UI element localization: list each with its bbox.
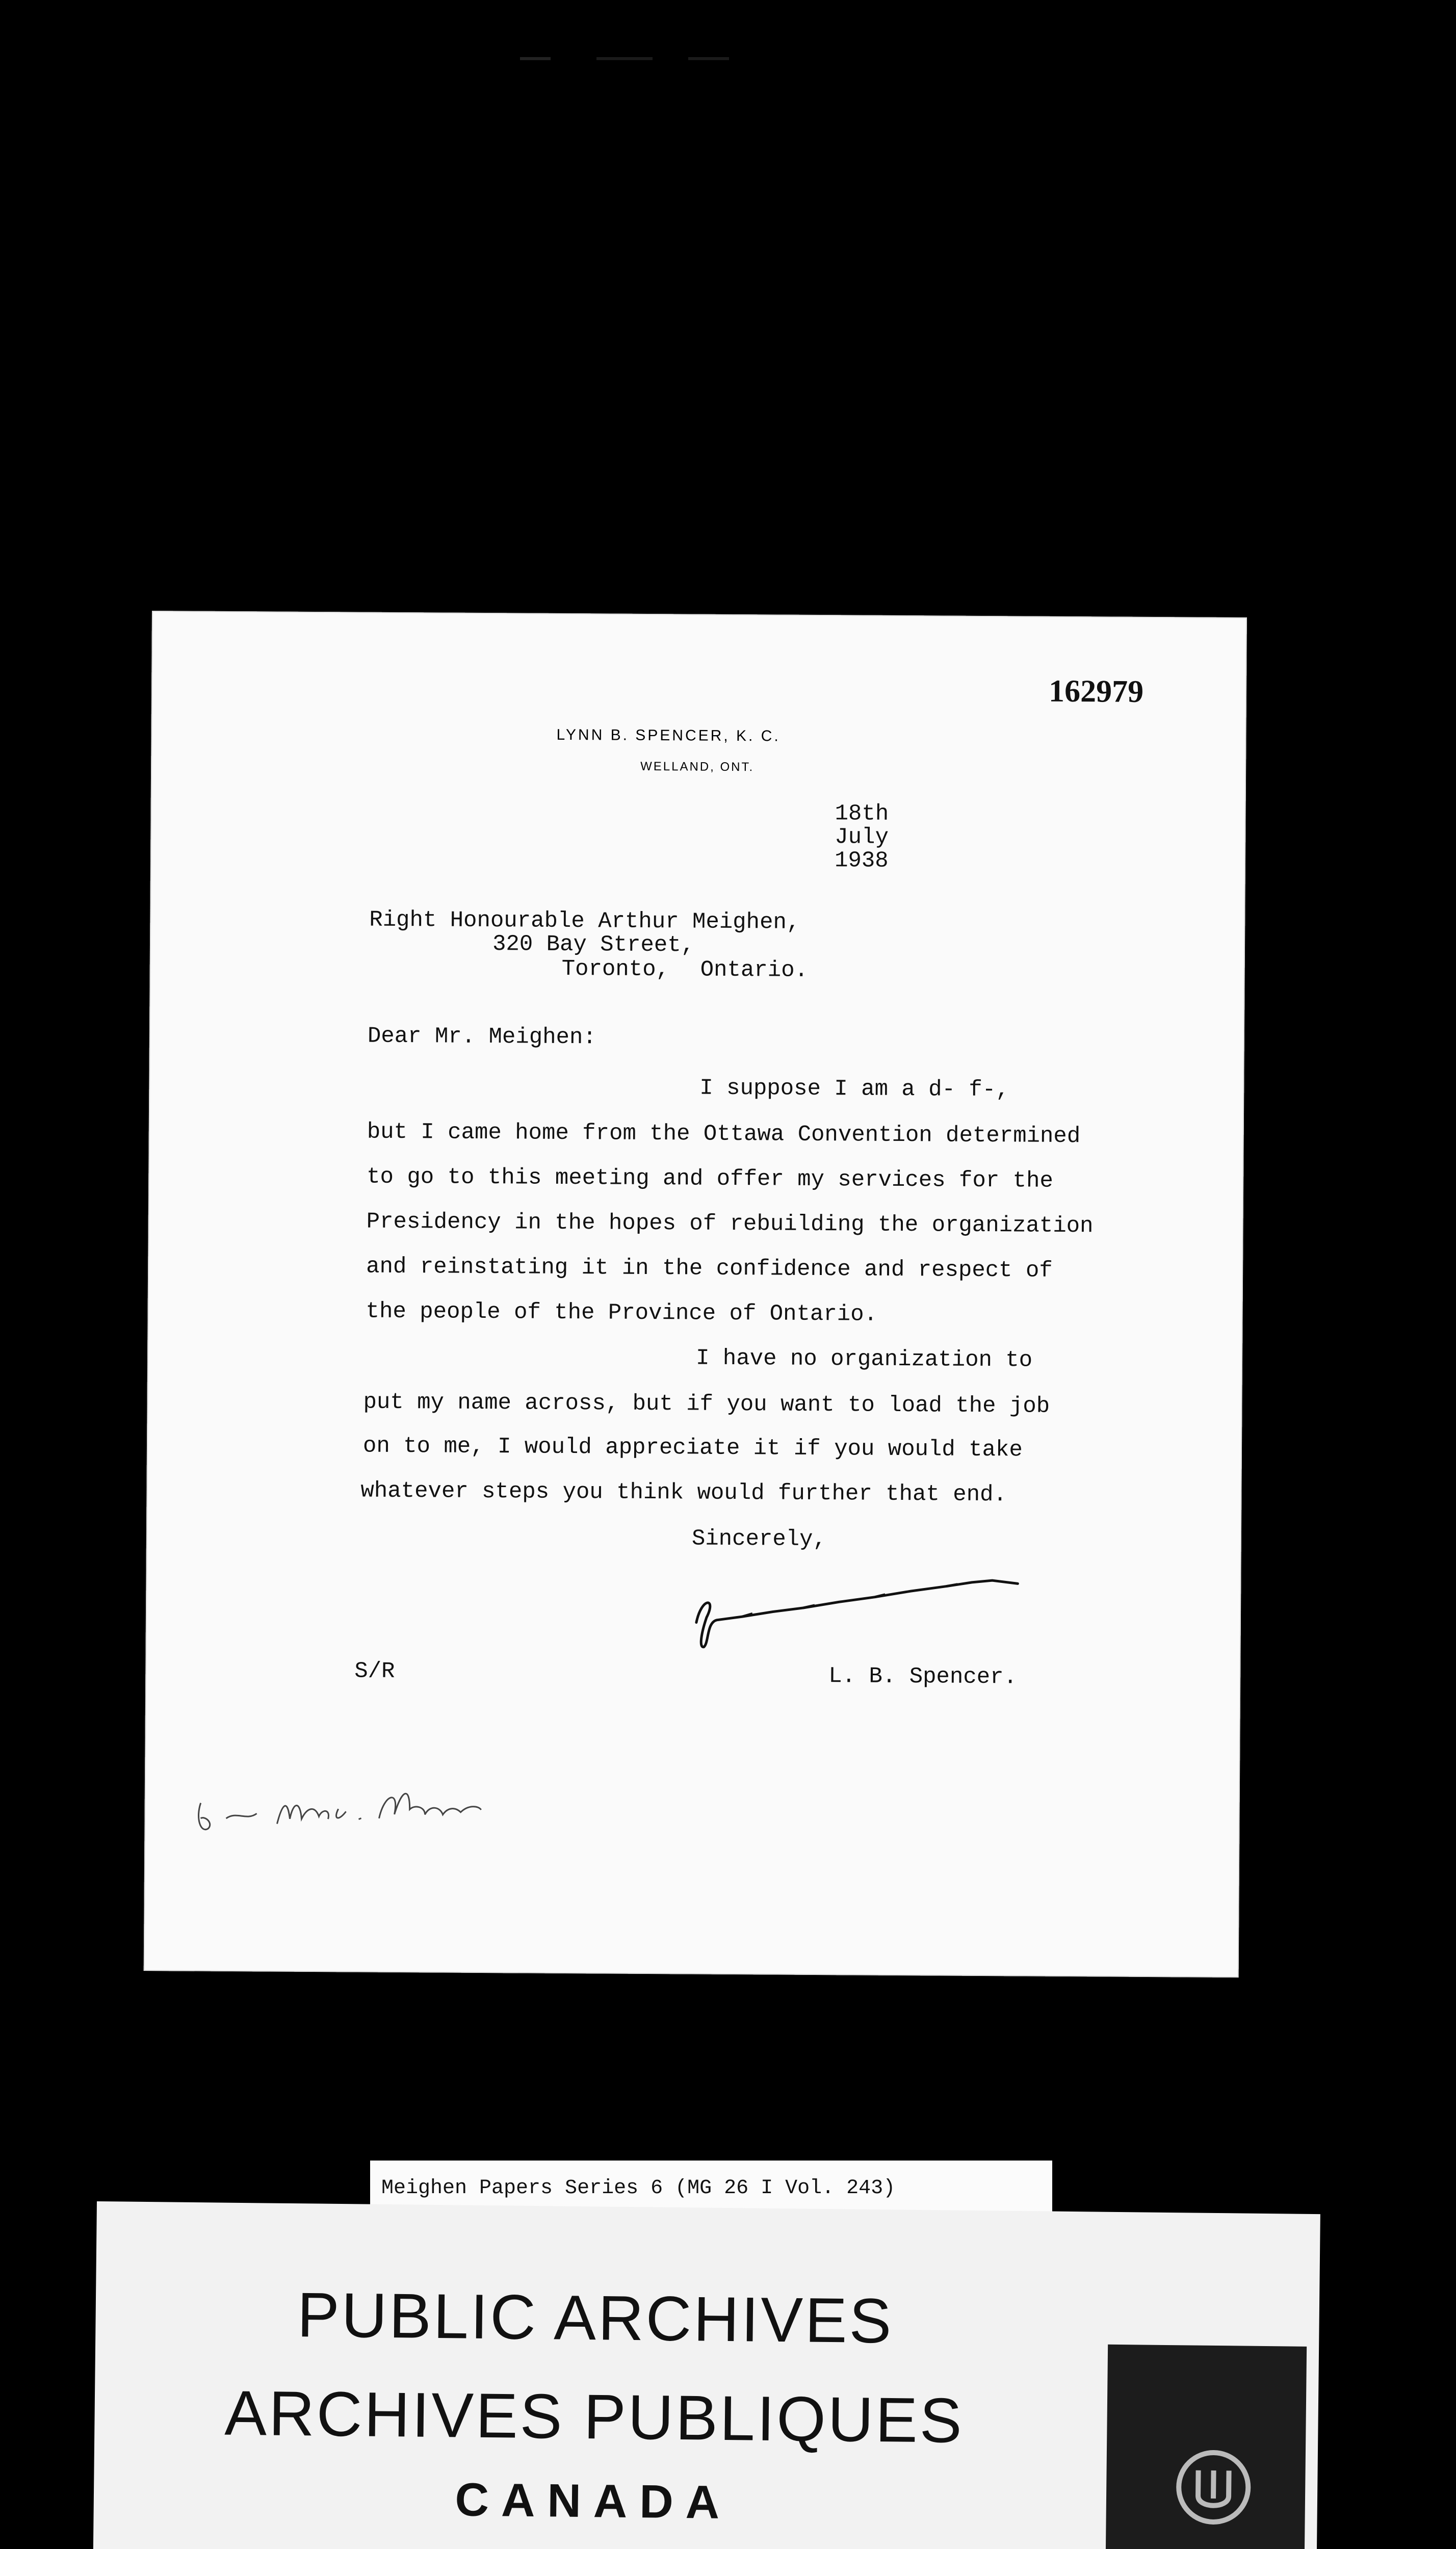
body-line: put my name across, but if you want to load the job <box>363 1389 1050 1419</box>
body-line: whatever steps you think would further that end. <box>360 1478 1007 1508</box>
body-line: but I came home from the Ottawa Convention determined <box>367 1119 1081 1150</box>
handwritten-note <box>185 1757 553 1856</box>
body-line: to go to this meeting and offer my services for the <box>367 1164 1053 1194</box>
salutation: Dear Mr. Meighen: <box>367 1023 596 1051</box>
plate-title-french: ARCHIVES PUBLIQUES <box>224 2378 965 2456</box>
body-line: I have no organization to <box>695 1345 1033 1373</box>
body-line: and reinstating it in the confidence and respect of <box>366 1254 1053 1284</box>
body-line: on to me, I would appreciate it if you would take <box>362 1433 1023 1463</box>
body-line: Presidency in the hopes of rebuilding the organization <box>366 1209 1094 1239</box>
address-line: Ontario. <box>700 957 809 983</box>
closing: Sincerely, <box>691 1526 827 1553</box>
archives-plate <box>93 2201 1320 2549</box>
plate-country: CANADA <box>455 2474 732 2529</box>
letterhead-place: WELLAND, ONT. <box>640 759 755 774</box>
plate-title-english: PUBLIC ARCHIVES <box>297 2280 894 2357</box>
letterhead-name: LYNN B. SPENCER, K. C. <box>556 726 781 745</box>
date-day: 18th <box>835 801 889 827</box>
address-line: Toronto, <box>561 956 670 983</box>
body-line: the people of the Province of Ontario. <box>366 1298 878 1328</box>
address-line: 320 Bay Street, <box>492 931 695 958</box>
signer-name: L. B. Spencer. <box>828 1663 1018 1690</box>
series-label: Meighen Papers Series 6 (MG 26 I Vol. 243) <box>381 2177 896 2200</box>
plate-dark-block <box>1105 2345 1307 2549</box>
body-line: I suppose I am a d- f-, <box>699 1075 1009 1103</box>
film-specks <box>520 55 775 62</box>
signature-image <box>686 1561 1044 1655</box>
letter-page <box>144 611 1247 1978</box>
address-line: Right Honourable Arthur Meighen, <box>369 907 800 935</box>
document-number: 162979 <box>1048 673 1144 709</box>
typist-initials: S/R <box>354 1658 395 1684</box>
date-year: 1938 <box>834 848 889 874</box>
date-month: July <box>835 824 889 850</box>
archives-emblem-icon <box>1105 2345 1307 2549</box>
